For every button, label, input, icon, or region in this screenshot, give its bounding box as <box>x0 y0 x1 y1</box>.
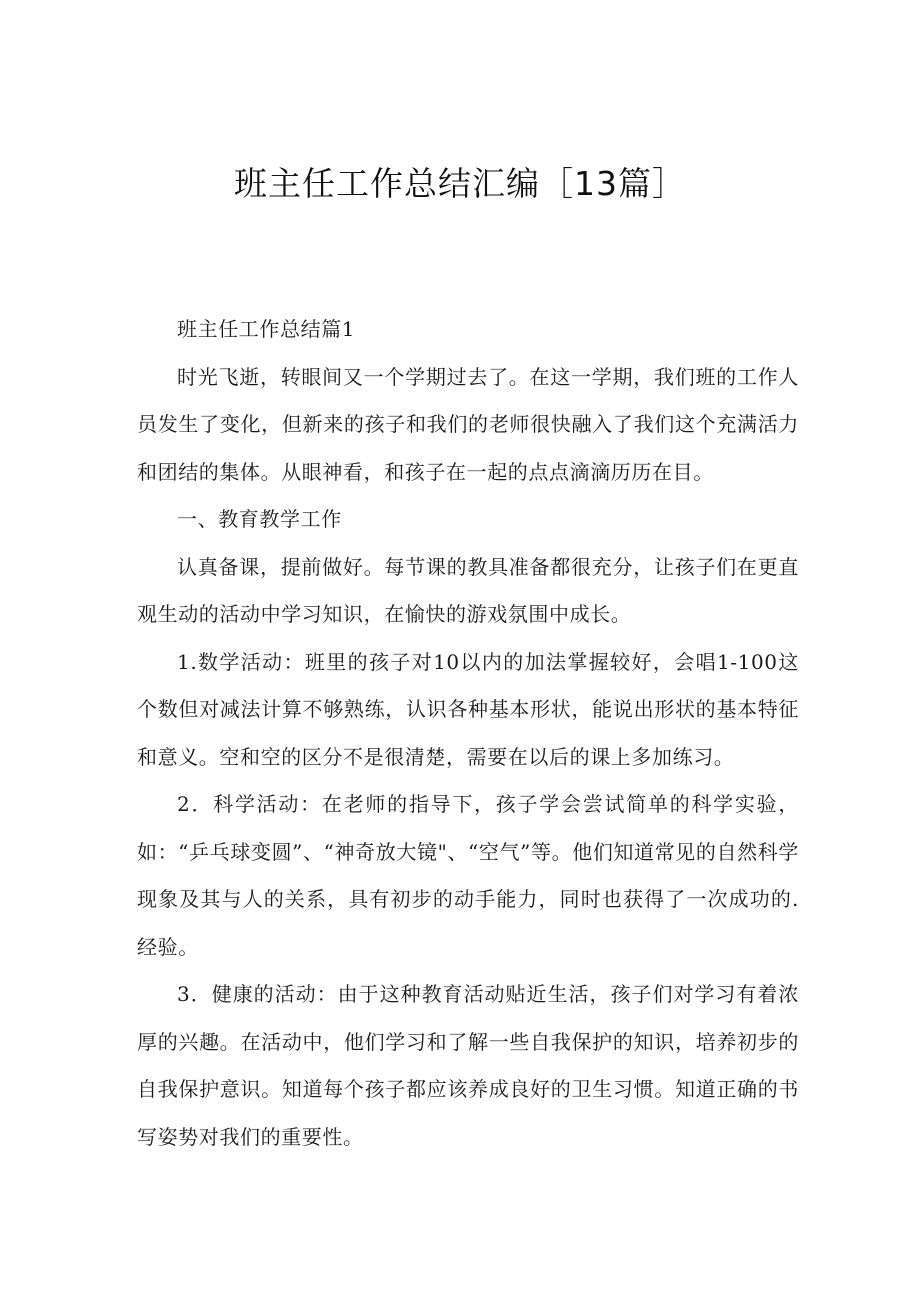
paragraph-preparation: 认真备课，提前做好。每节课的教具准备都很充分，让孩子们在更直观生动的活动中学习知识，在愉快的游戏氛围中成长。 <box>137 554 799 626</box>
paragraph-math: 1.数学活动：班里的孩子对10以内的加法掌握较好，会唱1-100这个数但对减法计算不够熟练，认识各种基本形状，能说出形状的基本特征和意义。空和空的区分不是很清楚，需要在以后的课上多加练习。 <box>137 649 799 769</box>
paragraph-health: 3．健康的活动：由于这种教育活动贴近生活，孩子们对学习有着浓厚的兴趣。在活动中，他们学习和了解一些自我保护的知识，培养初步的自我保护意识。知道每个孩子都应该养成良好的卫生习惯。知道正确的书写姿势对我们的重要性。 <box>137 982 799 1149</box>
section-heading: 一、教育教学工作 <box>177 507 342 531</box>
section-heading: 班主任工作总结篇1 <box>177 317 356 341</box>
document-body <box>137 306 799 1161</box>
paragraph-science: 2．科学活动：在老师的指导下，孩子学会尝试简单的科学实验，如：“乒乓球变圆”、“神奇放大镜"、“空气”等。他们知道常见的自然科学现象及其与人的关系，具有初步的动手能力，同时也获得了一次成功的.经验。 <box>137 792 799 959</box>
paragraph-intro: 时光飞逝，转眼间又一个学期过去了。在这一学期，我们班的工作人员发生了变化，但新来的孩子和我们的老师很快融入了我们这个充满活力和团结的集体。从眼神看，和孩子在一起的点点滴滴历历在目。 <box>137 364 799 484</box>
document-title: 班主任工作总结汇编［13篇］ <box>234 164 686 203</box>
